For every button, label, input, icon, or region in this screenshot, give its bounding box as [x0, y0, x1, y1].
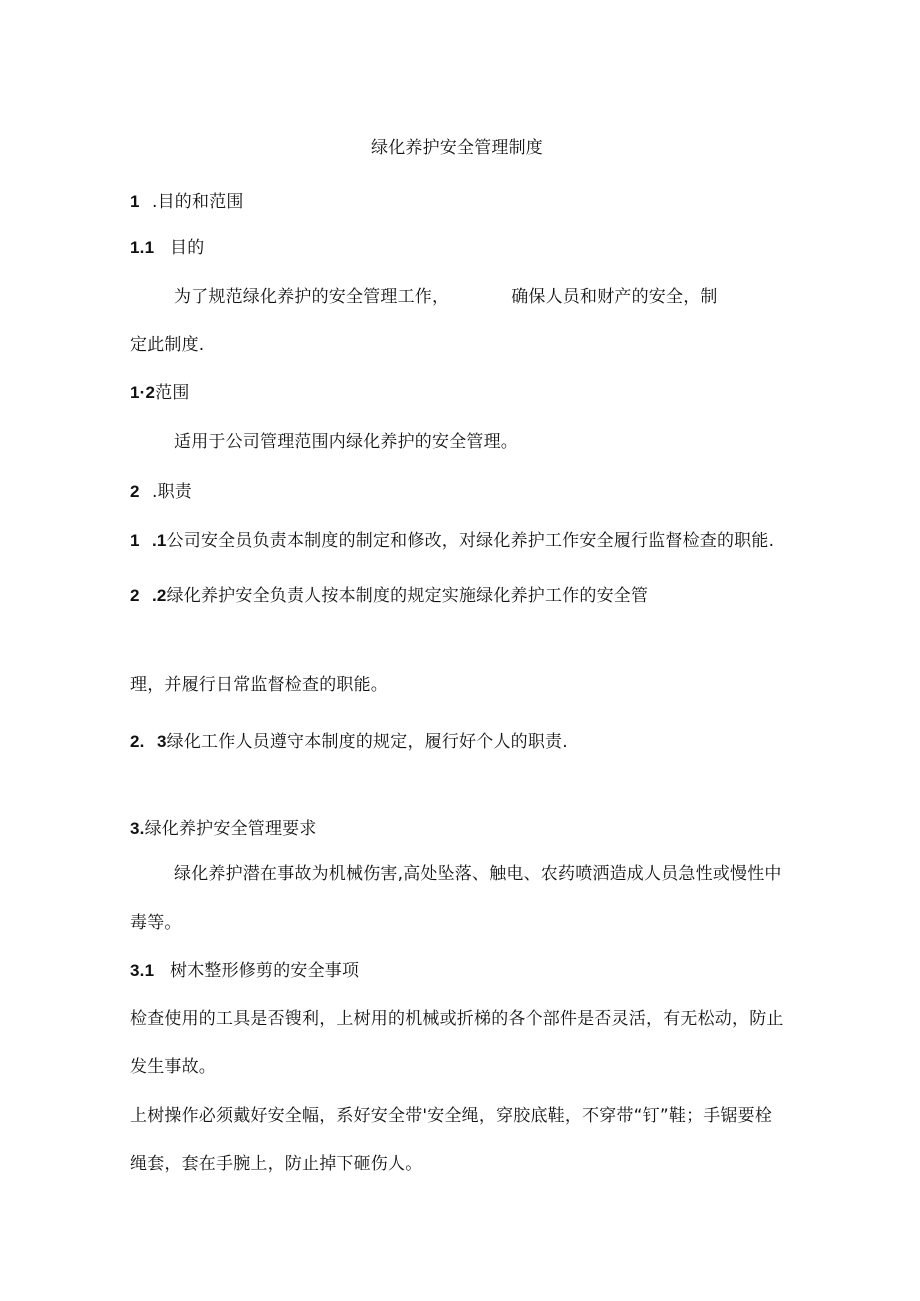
section-heading	[130, 818, 317, 840]
clause-text: 公司安全员负责本制度的制定和修改，对绿化养护工作安全履行监督检查的职能.	[166, 531, 775, 551]
subsection-number: 1.1	[130, 238, 155, 257]
clause-number: 2.	[130, 732, 145, 751]
paragraph-text: 确保人员和财产的安全，制	[511, 287, 718, 307]
clause-text: 绿化养护安全负责人按本制度的规定实施绿化养护工作的安全管	[166, 586, 649, 606]
paragraph-line	[174, 286, 718, 308]
clause-subnumber: .2	[152, 586, 167, 605]
paragraph-text: 为了规范绿化养护的安全管理工作，	[174, 287, 450, 307]
page-title: 绿化养护安全管理制度	[371, 138, 543, 158]
subsection-number: 3.1	[130, 961, 155, 980]
subsection-number: 1·2	[130, 383, 156, 402]
clause-line	[130, 585, 648, 607]
subsection-title: 树木整形修剪的安全事项	[170, 961, 360, 981]
subsection-heading	[130, 382, 190, 404]
section-number: 2	[130, 482, 140, 501]
clause-subnumber: 3	[157, 732, 167, 751]
section-heading	[130, 481, 192, 503]
paragraph-line: 绿化养护潜在事故为机械伤害,高处坠落、触电、农药喷洒造成人员急性或慢性中	[174, 864, 782, 884]
paragraph-line: 检查使用的工具是否锼利，上树用的机械或折梯的各个部件是否灵活，有无松动，防止	[130, 1009, 784, 1029]
paragraph-line: 绳套，套在手腕上，防止掉下砸伤人。	[130, 1154, 423, 1174]
clause-continuation: 理，并履行日常监督检查的职能。	[130, 675, 388, 695]
clause-subnumber: .1	[152, 531, 167, 550]
paragraph-line: 定此制度.	[130, 335, 205, 355]
clause-number: 1	[130, 531, 140, 550]
paragraph-line: 毒等。	[130, 913, 182, 933]
section-title: 绿化养护安全管理要求	[144, 819, 317, 839]
subsection-title: 目的	[170, 238, 205, 258]
clause-line	[130, 731, 568, 753]
clause-line	[130, 530, 774, 552]
paragraph-line: 上树操作必须戴好安全幅，系好安全带'安全绳，穿胶底鞋，不穿带“钉”鞋；手锯要栓	[130, 1106, 773, 1126]
subsection-heading	[130, 237, 204, 259]
subsection-title: 范围	[155, 383, 190, 403]
section-number: 3.	[130, 819, 145, 838]
clause-number: 2	[130, 586, 140, 605]
paragraph-line: 发生事故。	[130, 1057, 216, 1077]
section-number: 1	[130, 192, 140, 211]
clause-text: 绿化工作人员遵守本制度的规定，履行好个人的职责.	[166, 732, 568, 752]
subsection-heading	[130, 960, 359, 982]
section-title: .职责	[152, 482, 193, 502]
paragraph-line: 适用于公司管理范围内绿化养护的安全管理。	[174, 432, 518, 452]
section-title: .目的和范围	[152, 192, 244, 212]
section-heading	[130, 191, 244, 213]
